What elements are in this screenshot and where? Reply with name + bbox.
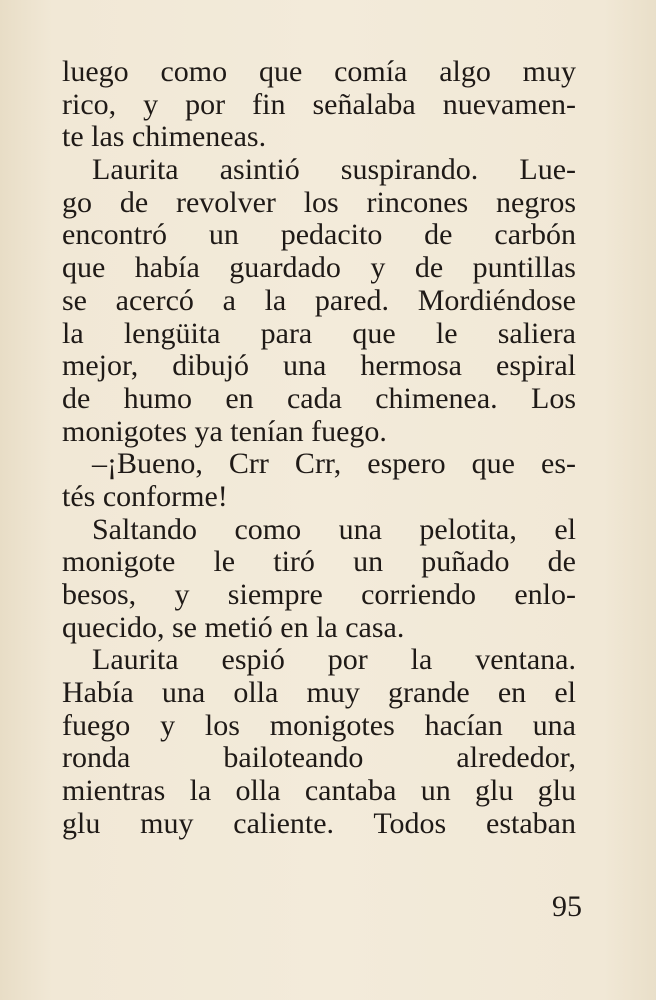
- text-line: Laurita espió por la ventana.: [92, 643, 576, 677]
- text-line: Saltando como una pelotita, el: [92, 512, 576, 546]
- text-line: mejor, dibujó una hermosa espiral: [62, 349, 576, 383]
- body-text: [62, 56, 576, 841]
- text-line: encontró un pedacito de carbón: [62, 218, 576, 252]
- text-line: monigotes ya tenían fuego.: [62, 414, 387, 448]
- page-number: 95: [552, 890, 582, 923]
- text-line: Laurita asintió suspirando. Lue-: [92, 153, 576, 187]
- text-line: ronda bailoteando alrededor,: [62, 741, 576, 775]
- text-line: tés conforme!: [62, 479, 228, 513]
- text-line: mientras la olla cantaba un glu glu: [62, 774, 576, 808]
- text-line: se acercó a la pared. Mordiéndose: [62, 283, 576, 317]
- text-line: que había guardado y de puntillas: [62, 251, 576, 285]
- text-line: fuego y los monigotes hacían una: [62, 708, 576, 742]
- text-line: glu muy caliente. Todos estaban: [62, 806, 576, 840]
- text-line: go de revolver los rincones negros: [62, 185, 576, 219]
- text-line: te las chimeneas.: [62, 120, 267, 154]
- text-line: besos, y siempre corriendo enlo-: [62, 578, 576, 611]
- text-line: de humo en cada chimenea. Los: [62, 381, 576, 415]
- text-line: monigote le tiró un puñado de: [62, 545, 576, 579]
- text-line: luego como que comía algo muy: [62, 55, 576, 88]
- text-line: –¡Bueno, Crr Crr, espero que es-: [92, 447, 576, 481]
- text-line: quecido, se metió en la casa.: [62, 610, 405, 644]
- text-line: la lengüita para que le saliera: [62, 316, 576, 350]
- text-line: Había una olla muy grande en el: [62, 676, 576, 710]
- text-line: rico, y por fin señalaba nuevamen-: [62, 87, 576, 121]
